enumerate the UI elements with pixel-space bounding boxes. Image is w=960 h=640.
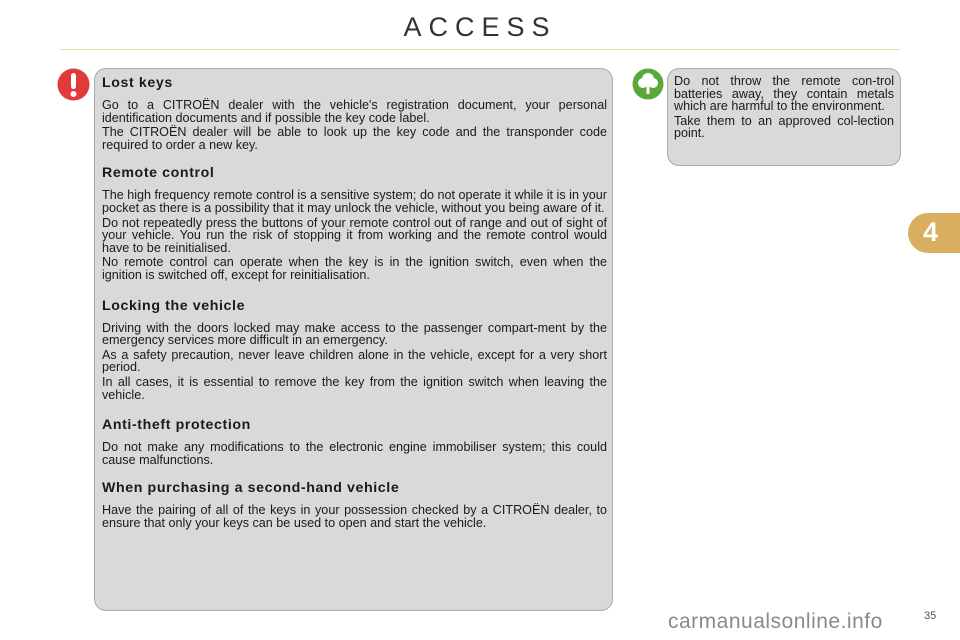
section-heading-lost-keys: Lost keys [102, 75, 173, 91]
environment-info-box [667, 68, 901, 166]
chapter-tab [908, 213, 960, 253]
paragraph-environment-1: Do not throw the remote con-trol batteries away, they contain metals which are harmful to the environment. [674, 74, 894, 114]
tree-environment-icon [632, 68, 664, 100]
section-heading-second-hand: When purchasing a second-hand vehicle [102, 480, 400, 497]
paragraph-locking-1: Driving with the doors locked may make access to the passenger compart-ment by the emergency services more difficult in an emergency. [102, 320, 607, 348]
paragraph-remote-control-3: No remote control can operate when the key is in the ignition switch, even when the ignition is switched off, except for reinitialisation. [102, 255, 607, 282]
section-heading-locking: Locking the vehicle [102, 297, 246, 314]
exclamation-warning-icon [57, 68, 90, 101]
paragraph-locking-3: In all cases, it is essential to remove the key from the ignition switch when leaving the vehicle. [102, 374, 607, 402]
paragraph-anti-theft-1: Do not make any modifications to the electronic engine immobiliser system; this could cause malfunctions. [102, 440, 607, 467]
paragraph-remote-control-2: Do not repeatedly press the buttons of your remote control out of range and out of sight of your vehicle. You run the risk of stopping it from working and the remote control would have to be reinitialised. [102, 215, 607, 255]
page-title: ACCESS [403, 12, 557, 42]
paragraph-environment-2: Take them to an approved col-lection point. [674, 113, 894, 141]
paragraph-locking-2: As a safety precaution, never leave children alone in the vehicle, except for a very short period. [102, 347, 607, 375]
section-heading-remote-control: Remote control [102, 165, 215, 182]
section-heading-anti-theft: Anti-theft protection [102, 417, 251, 434]
title-divider [60, 49, 900, 50]
chapter-number: 4 [923, 217, 939, 247]
watermark-text: carmanualsonline.info [668, 610, 883, 633]
paragraph-lost-keys-1: Go to a CITROËN dealer with the vehicle's registration document, your personal identification documents and if possible the key code label. [102, 98, 607, 125]
paragraph-remote-control-1: The high frequency remote control is a sensitive system; do not operate it while it is in your pocket as there is a possibility that it may unlock the vehicle, without you being aware of it. [102, 188, 607, 215]
main-info-box [94, 68, 613, 611]
paragraph-second-hand-1: Have the pairing of all of the keys in your possession checked by a CITROËN dealer, to ensure that only your keys can be used to open and start the vehicle. [102, 503, 607, 530]
page-number: 35 [924, 610, 937, 622]
paragraph-lost-keys-2: The CITROËN dealer will be able to look up the key code and the transponder code required to order a new key. [102, 125, 607, 152]
